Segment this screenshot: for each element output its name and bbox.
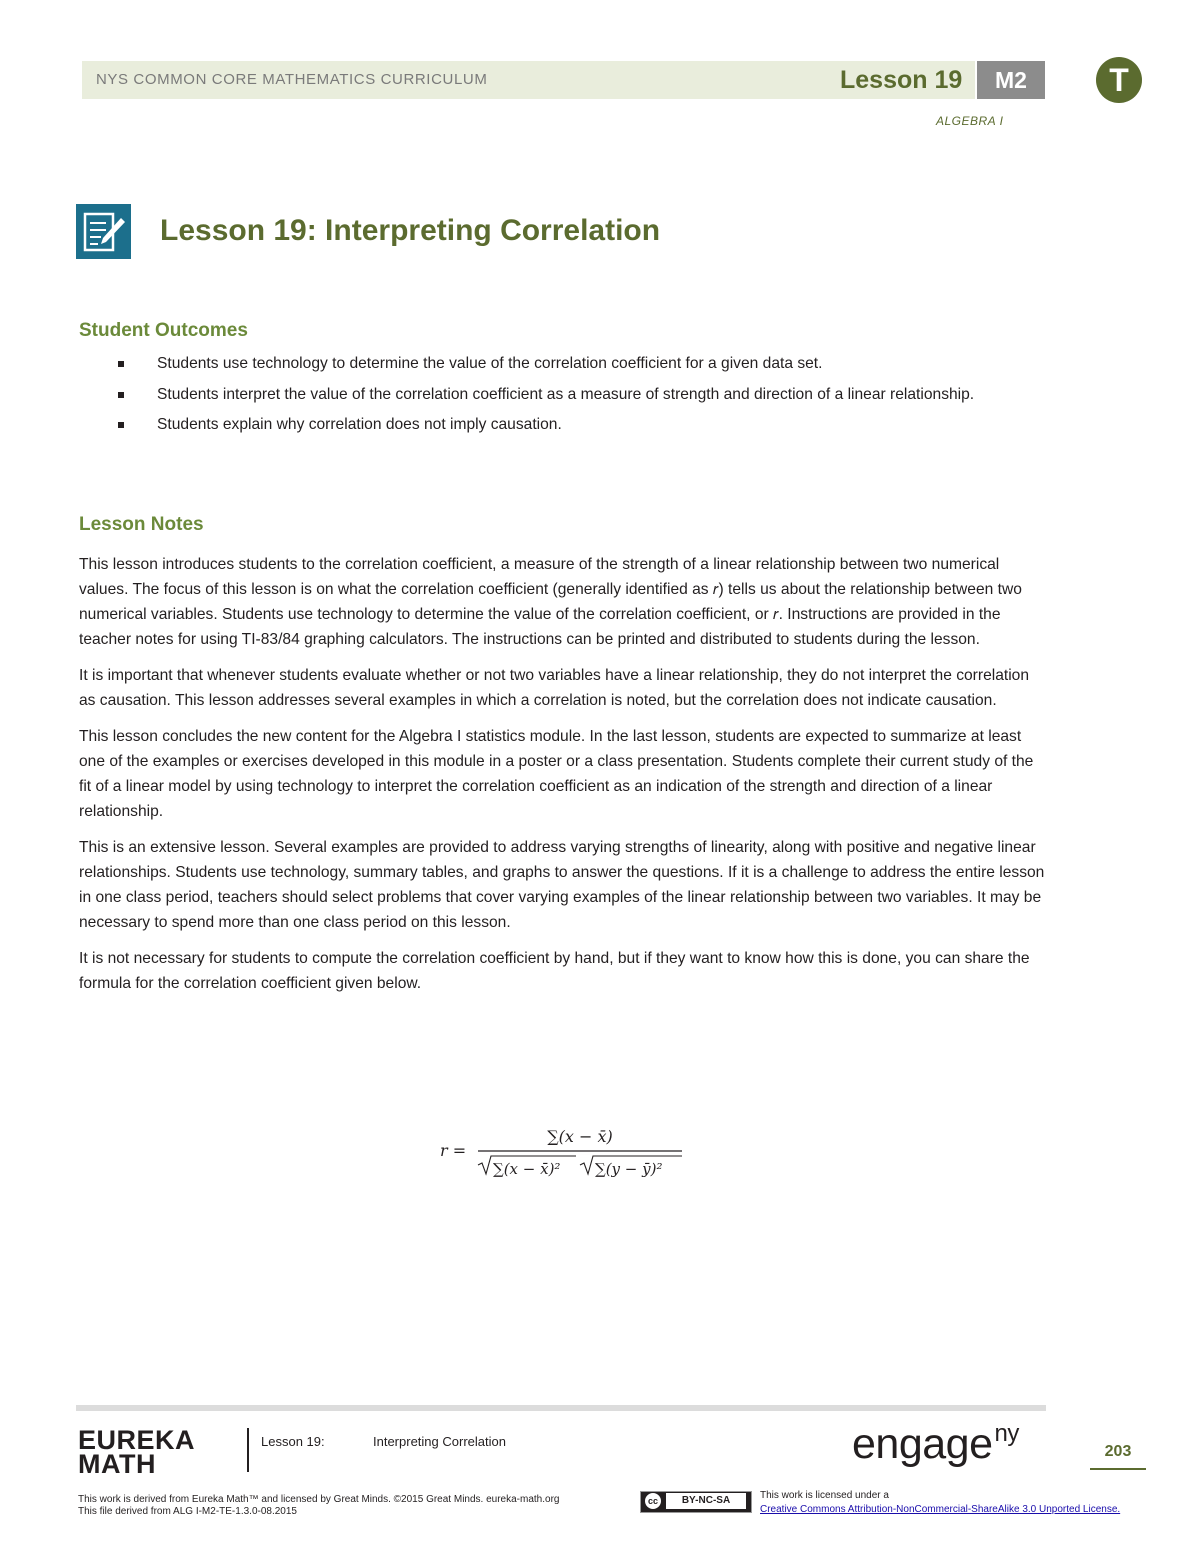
list-item: Students interpret the value of the correlation coefficient as a measure of strength and direction of a linear relationship.: [118, 383, 1048, 408]
cc-icon: cc: [645, 1493, 661, 1509]
list-item: Students explain why correlation does not imply causation.: [118, 413, 1048, 438]
paragraph: It is not necessary for students to compute the correlation coefficient by hand, but if they want to know how this is done, you can share the formula for the correlation coefficient given below.: [79, 950, 1030, 992]
bullet-icon: [118, 392, 124, 398]
paragraph: This lesson concludes the new content for the Algebra I statistics module. In the last lesson, students are expected to summarize at least one of the examples or exercises developed in this module in a poster or a class presentation. Students complete their current study of the fit of a linear model by using technology to interpret the correlation coefficient as an indication of the strength and direction of a linear relationship.: [79, 728, 1034, 820]
bullet-icon: [118, 361, 124, 367]
bullet-icon: [118, 422, 124, 428]
course-label: ALGEBRA I: [936, 114, 1004, 128]
paragraph: This lesson introduces students to the correlation coefficient, a measure of the strength of a linear relationship between two numerical values. The focus of this lesson is on what the correlation coefficient (generally identified as 𝑟) tells us about the relationship between two numerical variables. Students use technology to determine the value of the correlation coefficient, or 𝑟. Instructions are provided in the teacher notes for using TI-83/84 graphing calculators. The instructions can be printed and distributed to students during the lesson.: [79, 556, 1022, 648]
cc-license-label: BY-NC-SA: [666, 1493, 746, 1509]
paragraph: It is important that whenever students evaluate whether or not two variables have a linear relationship, they do not interpret the correlation as causation. This lesson addresses several examples in which a correlation is noted, but the correlation does not indicate causation.: [79, 667, 1030, 709]
page-number: 203: [1104, 1443, 1132, 1460]
formula-denominator-left: ∑(𝑥 − 𝑥̄)²: [493, 1160, 561, 1178]
formula-denominator-right: ∑(𝑦 − 𝑦̄)²: [595, 1160, 663, 1178]
lesson-notes-body: [79, 552, 1049, 1007]
page-title: Lesson 19: Interpreting Correlation: [160, 214, 661, 247]
paragraph: This is an extensive lesson. Several examples are provided to address varying strengths of linearity, along with positive and negative linear relationships. Students use technology, summary tables, and graphs to answer the questions. If it is a challenge to address the entire lesson in one class period, teachers should select problems that cover varying examples of the linear relationship between two variables. It may be necessary to spend more than one class period on this lesson.: [79, 839, 1045, 931]
engageny-logo: engage$^{ny}$: [852, 1420, 1019, 1468]
list-item: Students use technology to determine the value of the correlation coefficient for a given data set.: [118, 352, 1048, 377]
footer-divider: [247, 1428, 249, 1472]
teacher-badge: T: [1096, 57, 1142, 103]
lesson-notes-heading: Lesson Notes: [79, 514, 204, 535]
formula-lhs: 𝑟 =: [440, 1141, 467, 1160]
curriculum-label: NYS COMMON CORE MATHEMATICS CURRICULUM: [96, 71, 488, 88]
formula-numerator: ∑(𝑥 − 𝑥̄): [547, 1127, 613, 1146]
lesson-notepad-icon: [76, 204, 131, 259]
derivation-notice: This work is derived from Eureka Math™ and licensed by Great Minds. ©2015 Great Minds. eureka-math.org This file derived from ALG I-M2-TE-1.3.0-08.2015: [78, 1494, 560, 1517]
header-lesson-label: Lesson 19: [840, 66, 963, 94]
license-link[interactable]: Creative Commons Attribution-NonCommercial-ShareAlike 3.0 Unported License.: [760, 1504, 1121, 1515]
footer-rule: [76, 1405, 1046, 1411]
license-notice: This work is licensed under a: [760, 1490, 889, 1501]
page-number-rule: [1090, 1468, 1146, 1470]
student-outcomes-heading: Student Outcomes: [79, 320, 248, 341]
correlation-formula: [400, 1118, 800, 1188]
eureka-math-logo: EUREKA MATH: [78, 1425, 196, 1479]
module-badge: M2: [977, 61, 1045, 99]
outcomes-list: [118, 352, 1048, 444]
footer-lesson-label: Lesson 19:: [261, 1434, 325, 1449]
footer-topic-label: Interpreting Correlation: [373, 1434, 506, 1449]
